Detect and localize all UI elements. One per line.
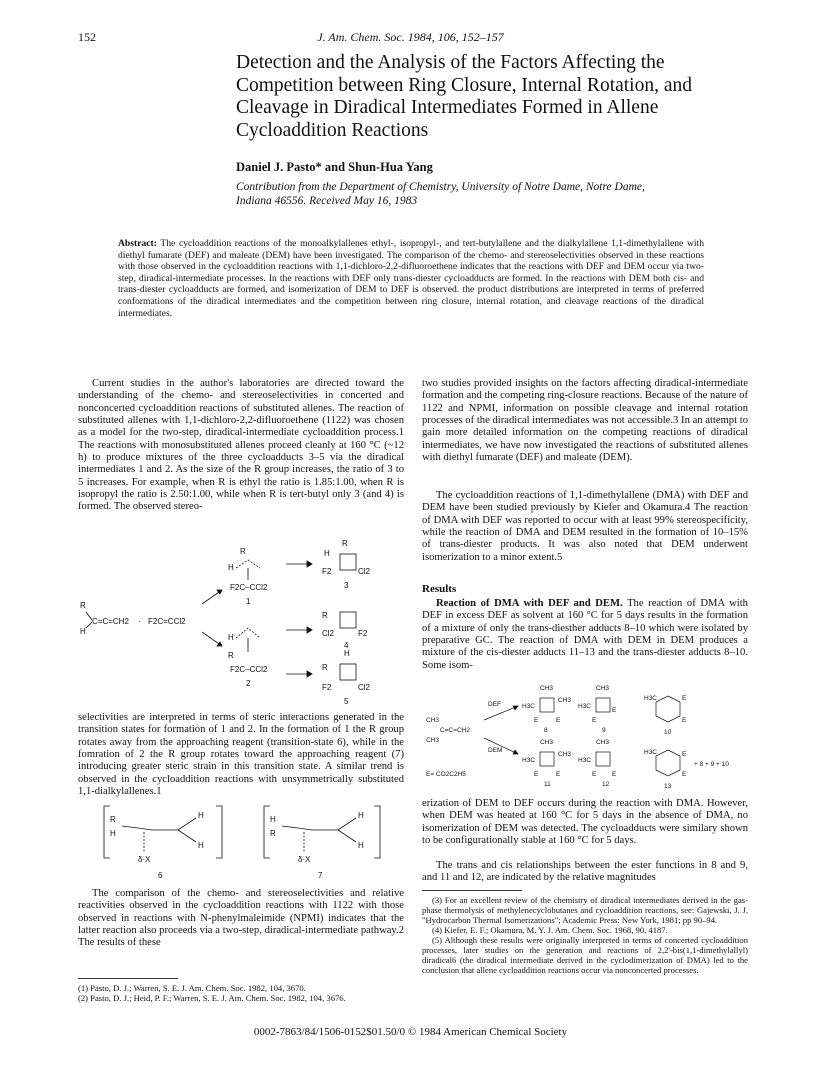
p12-e1: E (592, 771, 597, 778)
scheme1-p4-F2: F2 (358, 629, 368, 638)
label-9: 9 (602, 727, 606, 734)
left-paragraph-1: Current studies in the author's laboratories are directed toward the understanding of the chemo- and stereoselectivities in concerted and nonconcerted cycloaddition reactions of substituted allenes. The reaction of substituted allenes with 1,1-dichloro-2,2-difluoroethene (1122) was chosen as a model for the two-step, diradical-intermediate cycloaddition process.1 The reactions with monosubstituted allenes proceed cleanly at 160 °C (~12 h) to produce mixtures of the three cycloadducts 3–5 via the diradical intermediates 1 and 2. As the size of the R group increases, the ratio of 3 to 5 increases. For example, when R is ethyl the ratio is 1.85:1.00, when R is isopropyl the ratio is 2.50:1.00, while when R is tert-butyl only 3 (and 4) is formed. The observed stereo- (78, 378, 404, 513)
footnote-5: (5) Although these results were originally interpreted in terms of concerted cycloaddition processes, later studies on the generation and reactions of 2,2'-bis(1,1-dimethylallyl) diradical6 (the diradical intermediate derived in the cyclodimerization of DMA) led to the conclusion that allene cycloaddition reactions occur via nonconcerted processes. (422, 935, 748, 975)
authors: Daniel J. Pasto* and Shun-Hua Yang (236, 160, 433, 174)
left-paragraph-3: The comparison of the chemo- and stereoselectivities and relative reactivities observed in the cycloaddition reactions with 1122 with those observed in reactions with N-phenylmaleimide (NPMI) indicates that the latter reaction also proceeds via a two-step, diradical-intermediate pathway.2 The results of these (78, 888, 404, 949)
scheme1-allene: C=C=CH2 (92, 617, 129, 626)
label-8: 8 (544, 727, 548, 734)
p11-ch3: CH3 (540, 739, 554, 746)
dma-ch3-bottom: CH3 (426, 737, 440, 744)
running-head: J. Am. Chem. Soc. 1984, 106, 152–157 (317, 30, 504, 44)
p8-ch3: CH3 (540, 685, 554, 692)
dem-label: DEM (488, 747, 503, 754)
scheme1-p4-R: R (322, 611, 328, 620)
right-paragraph-2: The cycloaddition reactions of 1,1-dimethylallene (DMA) with DEF and DEM have been studied previously by Kiefer and Okamura.4 The reaction of DMA with DEF was reported to occur with at least 99% stereospecificity, while the reaction of DMA and DEM resulted in the formation of 10–15% of trans-diester products. It was also noted that DEM underwent isomerization to a minor extent.5 (422, 490, 748, 563)
left-paragraph-2: selectivities are interpreted in terms of steric interactions generated in the transition states for formation of 1 and 2. In the formation of 1 the R group rotates away from the approaching reagent (transition-state 6), while in the fomration of 2 the R group rotates toward the approaching reagent (7) introducing greater steric strain in this transition state. A similar trend is observed in the cycloaddition reactions with unsymmetrically substituted 1,1-dialkylallenes.1 (78, 712, 404, 798)
right-footnotes (422, 895, 748, 975)
scheme1-R: R (80, 601, 86, 610)
ts6-H: H (110, 829, 116, 838)
article-title: Detection and the Analysis of the Factors Affecting the Competition between Ring Closure, Internal Rotation, and Cleavage in Diradical Intermediates Formed in Allene Cycloaddition Reactions (236, 52, 693, 141)
p8-h3c: H3C (522, 703, 536, 710)
p10-e2: E (682, 717, 687, 724)
label-1: 1 (246, 597, 251, 606)
ts7-H2: H (358, 811, 364, 820)
p8-e1: E (534, 717, 539, 724)
scheme1-p5-R: R (322, 663, 328, 672)
right-paragraph-3 (422, 598, 748, 672)
results-heading: Results (422, 583, 457, 595)
affiliation: Contribution from the Department of Chemistry, University of Notre Dame, Notre Dame, Indiana 46556. Received May 16, 1983 (236, 181, 645, 207)
p12-e2: E (612, 771, 617, 778)
page-number: 152 (78, 30, 96, 44)
p11-e1: E (534, 771, 539, 778)
p13-h3c: H3C (644, 749, 658, 756)
scheme1-plus: · (138, 617, 141, 626)
p12-h3c: H3C (578, 757, 592, 764)
footnote-1: (1) Pasto, D. J.; Warren, S. E. J. Am. Chem. Soc. 1982, 104, 3670. (78, 983, 306, 993)
def-label: DEF (488, 701, 501, 708)
label-2: 2 (246, 679, 251, 688)
label-4: 4 (344, 641, 349, 650)
ts7-H3: H (358, 841, 364, 850)
p9-ch3: CH3 (596, 685, 610, 692)
results-paragraph-text: The reaction of DMA with DEF in excess DEF as solvent at 160 °C for 5 days results in the formation of a mixture of only the trans-diesther adducts 8–10 which were isolated by preparative GC. The reaction of DMA with DEM in DEM produces a mixture of the cis-diester adducts 11–13 and the trans-diester adducts 8–10. Some isom- (422, 598, 748, 671)
p8-e2: E (556, 717, 561, 724)
right-paragraph-4: erization of DEM to DEF occurs during the reaction with DMA. However, when DEM was heated at 160 °C for 5 days in the absence of DMA, no isomerization of DEM was detected. The cycloadducts were similary shown to be configurationally stable at 160 °C for 5 days. (422, 798, 748, 847)
scheme1-int2-sub: F2C–CCl2 (230, 665, 268, 674)
dma-allene: C=C=CH2 (440, 727, 470, 734)
scheme-1-figure (78, 540, 404, 708)
label-11: 11 (544, 781, 551, 788)
p9-e1: E (592, 717, 597, 724)
p10-h3c: H3C (644, 695, 658, 702)
ts6-R: R (110, 815, 116, 824)
ester-definition: E= CO2C2H5 (426, 771, 466, 778)
left-footnotes (78, 983, 404, 1003)
abstract-text: The cycloaddition reactions of the monoalkylallenes ethyl-, isopropyl-, and tert-butylallene and the dialkylallene 1,1-dimethylallene with diethyl fumarate (DEF) and maleate (DEM) have been investigated. The comparison of the chemo- and stereoselectivities observed in these reactions with those observed in the cycloaddition reactions with 1,1-dichloro-2,2-difluoroethene indicates that the reactions with DEF and DEM occur via two-step, diradical-intermediate processes. In the reactions with DEF only trans-diester cycloadducts are formed. In the reactions with DEM both cis- and trans-diester cycloadducts are formed, and isomerization of DEM to DEF is observed. the product distributions are interpreted in terms of preferred conformations of the diradical intermediates and the competition between ring closure, internal rotation, and cleavage reactions of the diradical intermediates. (118, 238, 704, 319)
scheme1-olefin: F2C=CCl2 (148, 617, 186, 626)
p11-ch3b: CH3 (558, 751, 572, 758)
footnote-2: (2) Pasto, D. J.; Heid, P. F.; Warren, S. E. J. Am. Chem. Soc. 1982, 104, 3676. (78, 993, 346, 1003)
label-6: 6 (158, 871, 163, 880)
scheme1-p5-H: H (344, 649, 350, 658)
p11-h3c: H3C (522, 757, 536, 764)
ts6-H2: H (198, 811, 204, 820)
p13-e1: E (682, 751, 687, 758)
ts7-R: R (270, 829, 276, 838)
p12-ch3: CH3 (596, 739, 610, 746)
scheme1-p3-Cl2: Cl2 (358, 567, 371, 576)
scheme1-p3-H: H (324, 549, 330, 558)
footnote-3: (3) For an excellent review of the chemistry of diradical intermediates derived in the gas-phase thermolysis of methylenecyclobutanes and cycloaddition reactions, see: Gajewski, J. J. "Hydrocarbon Thermal Isomerizations"; Academic Press: New York, 1981; pp 90–94. (422, 895, 748, 925)
ts7-H: H (270, 815, 276, 824)
label-13: 13 (664, 783, 672, 790)
ts6-dX: δ·X (138, 855, 151, 864)
label-7: 7 (318, 871, 323, 880)
scheme-2-figure (88, 800, 388, 882)
right-paragraph-5: The trans and cis relationships between the ester functions in 8 and 9, and 11 and 12, are indicated by the relative magnitudes (422, 860, 748, 884)
p13-e2: E (682, 771, 687, 778)
footnote-4: (4) Kiefer, E. F.; Okamura, M. Y. J. Am. Chem. Soc. 1968, 90, 4187. (432, 925, 668, 935)
scheme1-p5-F2: F2 (322, 683, 332, 692)
scheme1-p5-Cl2: Cl2 (358, 683, 371, 692)
scheme1-int1-sub: F2C–CCl2 (230, 583, 268, 592)
scheme1-int1-R: R (240, 547, 246, 556)
scheme1-int2-R: R (228, 651, 234, 660)
scheme1-p4-Cl2: Cl2 (322, 629, 335, 638)
label-5: 5 (344, 697, 349, 706)
label-10: 10 (664, 729, 672, 736)
abstract-label: Abstract: (118, 238, 157, 249)
dma-ch3-top: CH3 (426, 717, 440, 724)
p11-e2: E (556, 771, 561, 778)
p10-e1: E (682, 695, 687, 702)
label-12: 12 (602, 781, 610, 788)
ts7-dX: δ·X (298, 855, 311, 864)
results-subheading: Reaction of DMA with DEF and DEM. (436, 598, 623, 609)
scheme1-p3-F2: F2 (322, 567, 332, 576)
p9-h3c: H3C (578, 703, 592, 710)
p8-ch3b: CH3 (558, 697, 572, 704)
abstract (118, 238, 704, 319)
p9-e2: E (612, 707, 617, 714)
scheme1-H: H (80, 627, 86, 636)
scheme1-p3-R: R (342, 540, 348, 548)
right-footnote-rule (422, 890, 522, 891)
scheme-3-figure (422, 682, 748, 794)
scheme1-int2-H: H (228, 633, 234, 642)
scheme1-int1-H: H (228, 563, 234, 572)
label-3: 3 (344, 581, 349, 590)
left-footnote-rule (78, 978, 178, 979)
page-footer: 0002-7863/84/1506-0152$01.50/0 © 1984 American Chemical Society (253, 1026, 568, 1038)
ts6-H3: H (198, 841, 204, 850)
right-paragraph-1: two studies provided insights on the factors affecting diradical-intermediate formation and the competing ring-closure reactions. Because of the nature of 1122 and NPMI, information on possible cleavage and internal rotation processes of the diradical intermediates was not accessible.3 In an attempt to gain more detailed information on the competing reactions of diradical intermediates, we have now investigated the reactions of substituted allenes with diethyl fumarate (DEF) and maleate (DEM). (422, 378, 748, 464)
plus-products: + 8 + 9 + 10 (694, 761, 729, 768)
